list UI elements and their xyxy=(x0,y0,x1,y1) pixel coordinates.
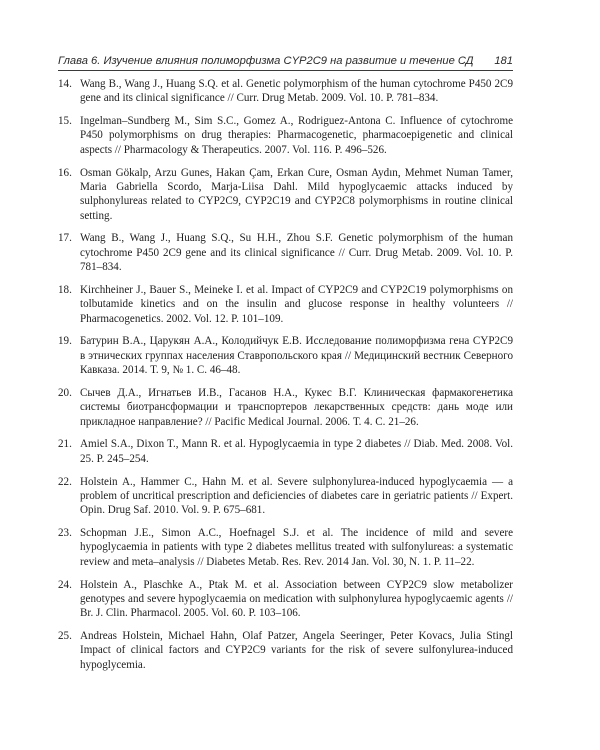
reference-number: 21. xyxy=(58,438,72,451)
reference-text: Osman Gökalp, Arzu Gunes, Hakan Çam, Erkan Cure, Osman Aydın, Mehmet Numan Tamer, Maria Gabriella Scordo, Marja-Liisa Dahl. Mild hypoglycaemic attacks induced by sulphonylureas related to CYP2C9, CYP2C19 and CYP2C8 polymorphisms in routine clinical setting. xyxy=(80,166,513,222)
reference-number: 18. xyxy=(58,283,72,296)
page-number: 181 xyxy=(494,55,513,67)
reference-item xyxy=(58,283,513,326)
reference-item xyxy=(58,166,513,223)
reference-number: 14. xyxy=(58,78,72,90)
reference-text: Wang B., Wang J., Huang S.Q. et al. Genetic polymorphism of the human cytochrome P450 2C9 gene and its clinical significance // Curr. Drug Metab. 2009. Vol. 10. P. 781–834. xyxy=(80,78,513,105)
reference-item xyxy=(58,334,513,377)
reference-number: 24. xyxy=(58,578,72,591)
running-header xyxy=(58,52,513,70)
reference-number: 25. xyxy=(58,630,72,643)
reference-item xyxy=(58,526,513,569)
reference-number: 20. xyxy=(58,386,72,399)
reference-item xyxy=(58,114,513,157)
reference-list xyxy=(58,77,513,681)
reference-number: 15. xyxy=(58,115,72,128)
reference-text: Ingelman–Sundberg M., Sim S.C., Gomez A., Rodriguez-Antona C. Influence of cytochrome P450 polymorphisms on drug therapies: Pharmacogenetic, pharmacoepigenetic and clinical aspects // Pharmacology & Therapeutics. 2007. Vol. 116. P. 496–526. xyxy=(80,115,513,156)
reference-text: Holstein A., Hammer C., Hahn M. et al. Severe sulphonylurea-induced hypoglycaemia — a problem of uncritical prescription and deficiencies of diabetes care in geriatric patients // Expert. Opin. Drug Saf. 2010. Vol. 9. P. 675–681. xyxy=(80,475,513,517)
reference-item xyxy=(58,578,513,621)
reference-number: 19. xyxy=(58,335,72,348)
reference-text: Kirchheiner J., Bauer S., Meineke I. et al. Impact of CYP2C9 and CYP2C19 polymorphisms on tolbutamide kinetics and on the insulin and glucose response in healthy volunteers // Pharmacogenetics. 2002. Vol. 12. P. 101–109. xyxy=(80,283,513,325)
reference-number: 16. xyxy=(58,166,72,179)
reference-number: 17. xyxy=(58,232,72,245)
reference-text: Schopman J.E., Simon A.C., Hoefnagel S.J. et al. The incidence of mild and severe hypoglycaemia in patients with type 2 diabetes mellitus treated with sulfonylureas: a systematic review and meta–analysis // Diabetes Metab. Res. Rev. 2014 Jan. Vol. 30, N. 1. P. 11–22. xyxy=(80,527,513,568)
reference-text: Andreas Holstein, Michael Hahn, Olaf Patzer, Angela Seeringer, Peter Kovacs, Julia Stingl Impact of clinical factors and CYP2C9 variants for the risk of severe sulfonylurea-induced hypoglycemia. xyxy=(80,630,513,671)
reference-number: 23. xyxy=(58,527,72,540)
header-divider xyxy=(58,70,513,71)
reference-item xyxy=(58,437,513,466)
chapter-title: Глава 6. Изучение влияния полиморфизма CYP2C9 на развитие и течение СД xyxy=(58,55,474,67)
reference-text: Wang B., Wang J., Huang S.Q., Su H.H., Zhou S.F. Genetic polymorphism of the human cytochrome P450 2C9 gene and its clinical significance // Curr. Drug Metab. 2009. Vol. 10. P. 781–834. xyxy=(80,232,513,274)
reference-item xyxy=(58,77,513,106)
reference-number: 22. xyxy=(58,475,72,488)
reference-text: Holstein A., Plaschke A., Ptak M. et al. Association between CYP2C9 slow metabolizer genotypes and severe hypoglycaemia on medication with sulphonylurea hypoglycaemic agents // Br. J. Clin. Pharmacol. 2005. Vol. 60. P. 103–106. xyxy=(80,578,513,620)
reference-item xyxy=(58,629,513,672)
reference-text: Сычев Д.А., Игнатьев И.В., Гасанов Н.А., Кукес В.Г. Клиническая фармакогенетика системы биотрансформации и транспортеров лекарственных средств: дань моде или прикладное направление? // Pacific Medical Journal. 2006. Т. 4. С. 21–26. xyxy=(80,386,513,428)
reference-item xyxy=(58,231,513,274)
reference-text: Amiel S.A., Dixon T., Mann R. et al. Hypoglycaemia in type 2 diabetes // Diab. Med. 2008. Vol. 25. P. 245–254. xyxy=(80,438,513,465)
reference-text: Батурин В.А., Царукян А.А., Колодийчук Е.В. Исследование полиморфизма гена CYP2C9 в этнических группах населения Ставропольского края // Медицинский вестник Северного Кавказа. 2014. Т. 9, № 1. С. 46–48. xyxy=(80,335,513,377)
reference-item xyxy=(58,475,513,518)
reference-item xyxy=(58,386,513,429)
